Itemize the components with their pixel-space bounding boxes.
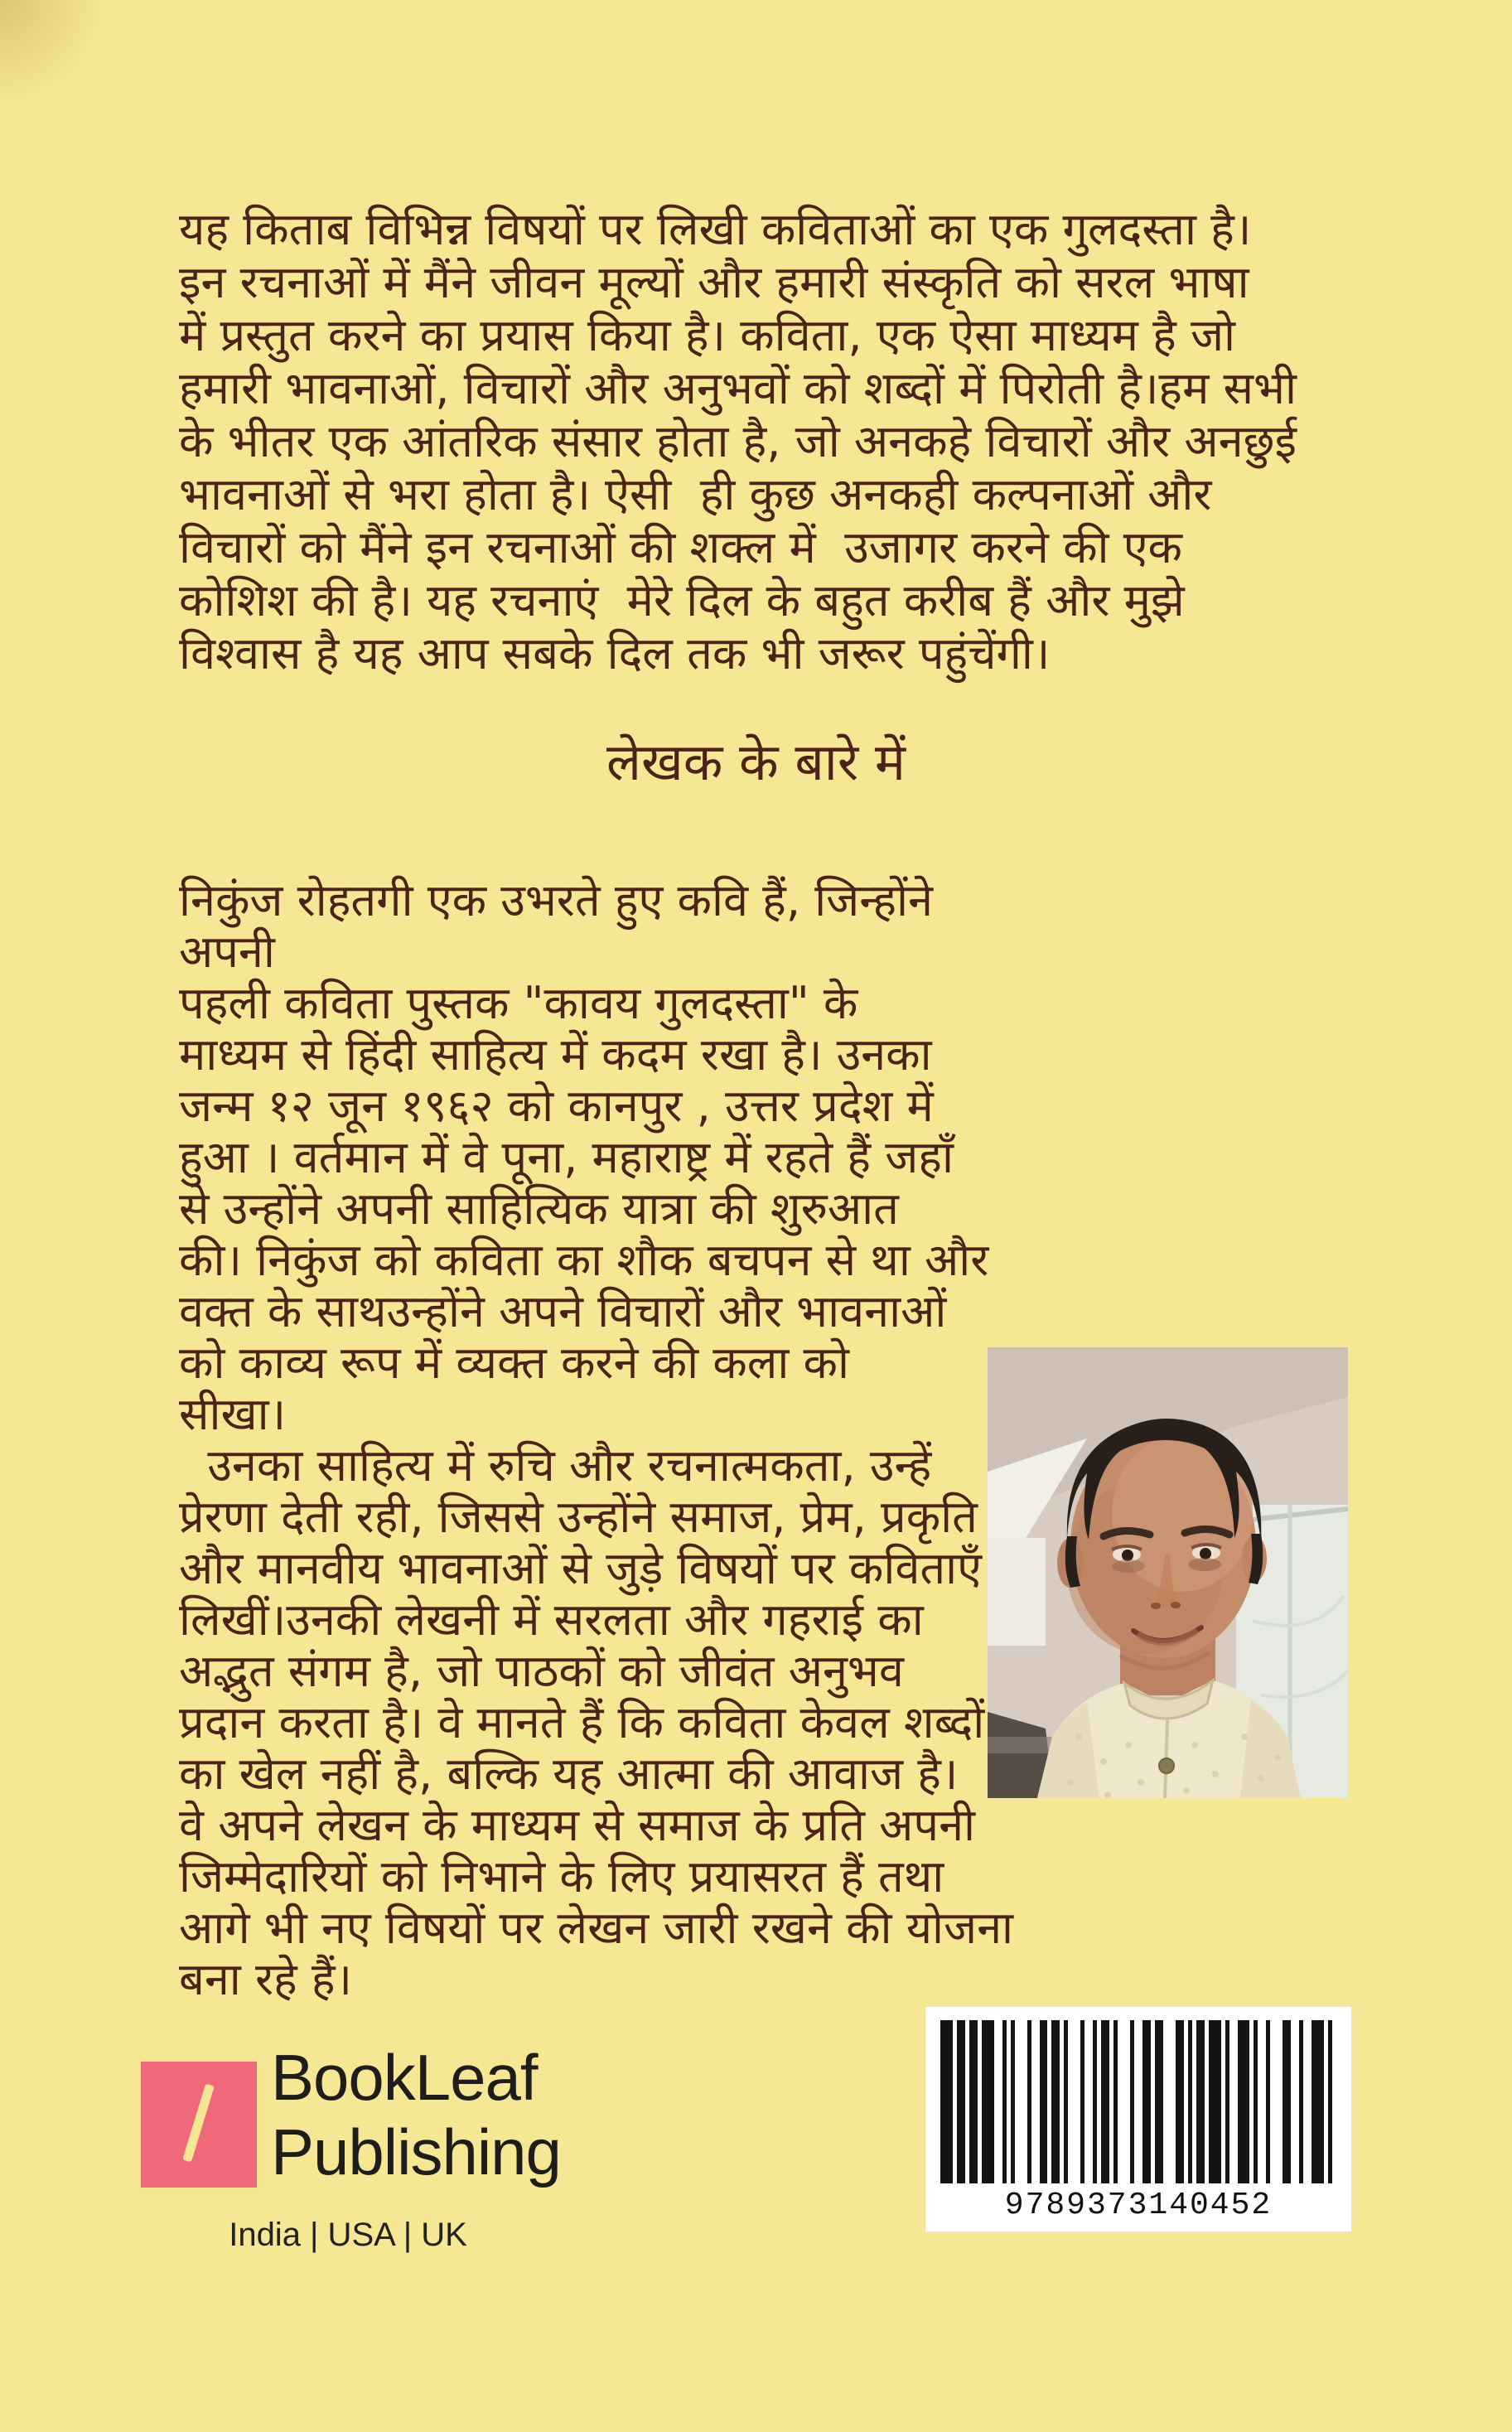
about-author-heading: लेखक के बारे में <box>606 732 906 792</box>
publisher-name <box>271 2040 561 2189</box>
barcode-bar-segment <box>1196 2020 1205 2183</box>
corner-shade <box>0 0 116 116</box>
bio-line: उनका साहित्य में रुचि और रचनात्मकता, उन्हें <box>179 1439 932 1492</box>
barcode-bar-segment <box>1142 2020 1151 2183</box>
barcode-bar-segment <box>1303 2020 1312 2183</box>
bio-line: वे अपने लेखन के माध्यम से समाज के प्रति अपनी <box>179 1799 976 1851</box>
bio-line: निकुंज रोहतगी एक उभरते हुए कवि हैं, जिन्होंने <box>179 874 934 926</box>
barcode-bar-segment <box>1134 2020 1142 2183</box>
bio-line: जन्म १२ जून १९६२ को कानपुर , उत्तर प्रदेश में <box>179 1080 934 1132</box>
barcode-bar-segment <box>1118 2020 1130 2183</box>
description-line: में प्रस्तुत करने का प्रयास किया है। कविता, एक ऐसा माध्यम है जो <box>179 309 1236 361</box>
description-line: विश्वास है यह आप सबके दिल तक भी जरूर पहुंचेंगी। <box>179 627 1051 679</box>
barcode-bar-segment <box>1068 2020 1080 2183</box>
bio-line: अपनी <box>179 926 275 978</box>
barcode-bar-segment <box>1040 2020 1048 2183</box>
bio-line: को काव्य रूप में व्यक्त करने की कला को <box>179 1337 849 1389</box>
barcode-bar-segment <box>1015 2020 1027 2183</box>
barcode-bar-segment <box>957 2020 965 2183</box>
author-photo <box>988 1347 1348 1798</box>
bio-line: प्रेरणा देती रही, जिससे उन्होंने समाज, प्रेम, प्रकृति <box>179 1491 978 1543</box>
bio-line: आगे भी नए विषयों पर लेखन जारी रखने की योजना <box>179 1902 1014 1954</box>
bio-line: की। निकुंज को कविता का शौक बचपन से था और <box>179 1234 989 1286</box>
barcode-bar-segment <box>982 2020 994 2183</box>
bio-line: जिम्मेदारियों को निभाने के लिए प्रयासरत हैं तथा <box>179 1850 944 1903</box>
bio-line: माध्यम से हिंदी साहित्य में कदम रखा है। उनका <box>179 1028 932 1081</box>
barcode-bar-segment <box>1283 2020 1291 2183</box>
book-description <box>179 203 1364 680</box>
publisher-regions: India | USA | UK <box>229 2217 467 2253</box>
barcode-bar-segment <box>1209 2020 1221 2183</box>
bio-line: से उन्होंने अपनी साहित्यिक यात्रा की शुरुआत <box>179 1182 899 1235</box>
leaf-slash-icon <box>182 2083 215 2162</box>
bio-line: बना रहे हैं। <box>179 1953 353 2005</box>
bio-line: लिखीं।उनकी लेखनी में सरलता और गहराई का <box>179 1593 924 1646</box>
barcode-bar-segment <box>969 2020 978 2183</box>
author-bio <box>179 874 1014 2005</box>
barcode-bars <box>940 2020 1336 2183</box>
description-line: के भीतर एक आंतरिक संसार होता है, जो अनकहे विचारों और अनछुई <box>179 415 1297 467</box>
barcode-bar-segment <box>1332 2020 1336 2183</box>
author-portrait-illustration <box>988 1347 1348 1798</box>
bio-line: का खेल नहीं है, बल्कि यह आत्मा की आवाज है। <box>179 1748 959 1800</box>
description-line: हमारी भावनाओं, विचारों और अनुभवों को शब्दों में पिरोती है।हम सभी <box>179 362 1297 414</box>
barcode-bar-segment <box>1031 2020 1040 2183</box>
barcode-bar-segment <box>1229 2020 1238 2183</box>
description-line: इन रचनाओं में मैंने जीवन मूल्यों और हमारी संस्कृति को सरल भाषा <box>179 256 1249 308</box>
barcode-bar-segment <box>940 2020 953 2183</box>
bio-line: हुआ । वर्तमान में वे पूना, महाराष्ट्र में रहते हैं जहाँ <box>179 1131 954 1183</box>
isbn-number: 9789373140452 <box>1004 2188 1273 2223</box>
barcode-bar-segment <box>1238 2020 1250 2183</box>
barcode-bar-segment <box>1101 2020 1109 2183</box>
barcode-bar-segment <box>1176 2020 1184 2183</box>
publisher-logo <box>141 2062 257 2188</box>
barcode-bar-segment <box>1051 2020 1060 2183</box>
barcode-bar-segment <box>1291 2020 1299 2183</box>
bio-line: और मानवीय भावनाओं से जुड़े विषयों पर कविताएँ <box>179 1542 983 1594</box>
bio-line: अद्भुत संगम है, जो पाठकों को जीवंत अनुभव <box>179 1645 904 1697</box>
publisher-name-line2: Publishing <box>271 2115 561 2188</box>
description-line: भावनाओं से भरा होता है। ऐसी ही कुछ अनकही कल्पनाओं और <box>179 468 1212 520</box>
bio-line: सीखा। <box>179 1388 287 1440</box>
barcode-bar-segment <box>1270 2020 1283 2183</box>
barcode-bar-segment <box>1163 2020 1176 2183</box>
publisher-name-line1: BookLeaf <box>271 2041 538 2114</box>
barcode-bar-segment <box>1312 2020 1324 2183</box>
description-line: विचारों को मैंने इन रचनाओं की शक्ल में उजागर करने की एक <box>179 521 1183 573</box>
bio-line: वक्त के साथउन्होंने अपने विचारों और भावनाओं <box>179 1285 947 1337</box>
barcode-bar-segment <box>994 2020 1002 2183</box>
bio-line: पहली कविता पुस्तक "कावय गुलदस्ता" के <box>179 977 858 1029</box>
description-line: कोशिश की है। यह रचनाएं मेरे दिल के बहुत करीब हैं और मुझे <box>179 574 1185 626</box>
description-line: यह किताब विभिन्न विषयों पर लिखी कविताओं का एक गुलदस्ता है। <box>179 203 1252 255</box>
bio-line: प्रदान करता है। वे मानते हैं कि कविता केवल शब्दों <box>179 1696 985 1748</box>
barcode-bar-segment <box>1155 2020 1163 2183</box>
barcode-bar-segment <box>1258 2020 1266 2183</box>
barcode-bar-segment <box>1084 2020 1093 2183</box>
isbn-barcode <box>925 2007 1351 2231</box>
